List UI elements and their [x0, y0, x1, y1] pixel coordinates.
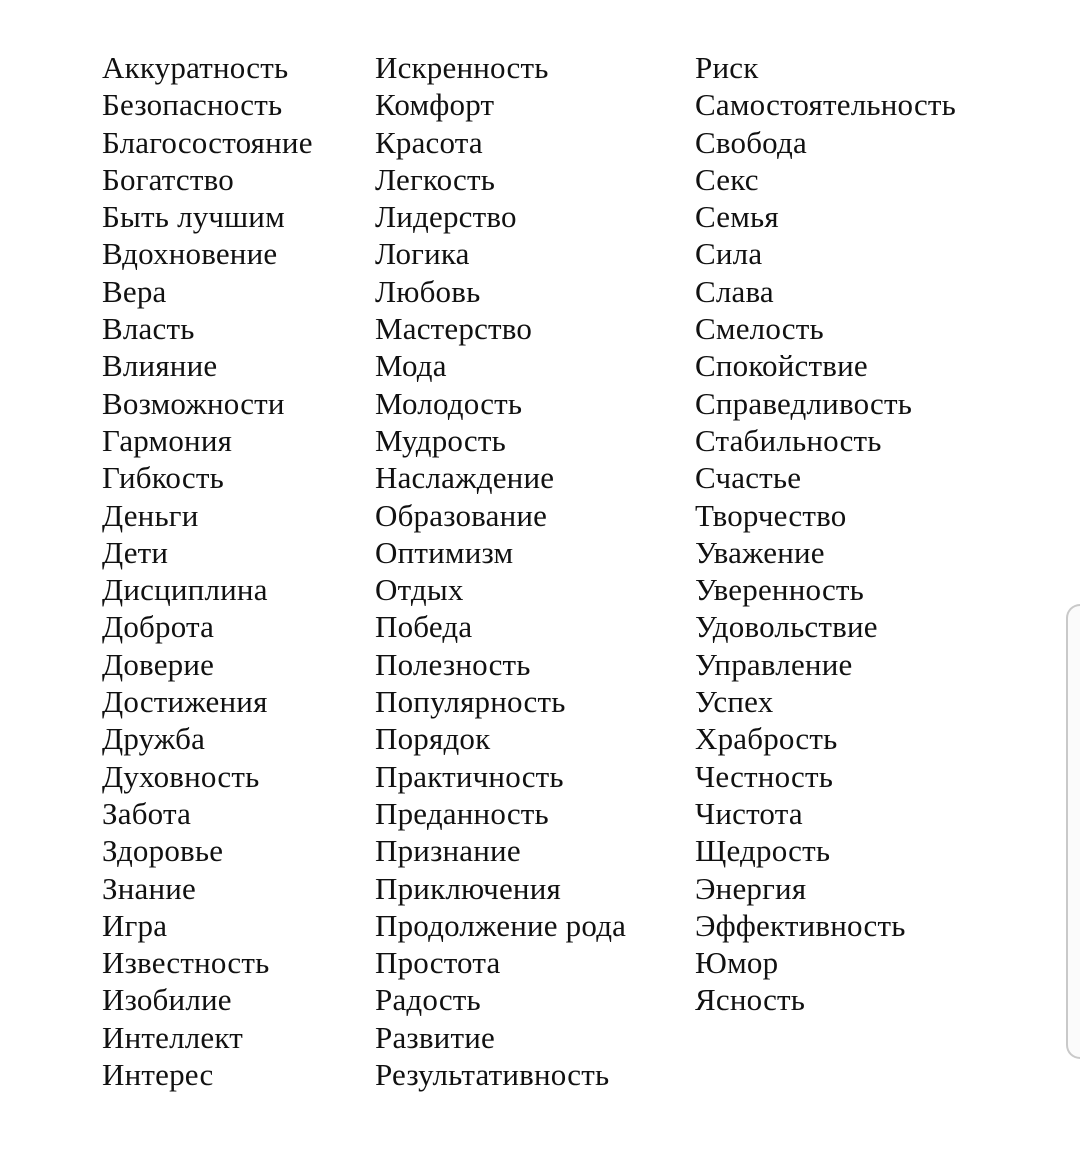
value-word: Популярность [375, 684, 566, 720]
value-word: Простота [375, 945, 501, 981]
value-word: Образование [375, 497, 548, 533]
value-word: Удовольствие [695, 609, 878, 645]
value-word: Комфорт [375, 87, 495, 123]
value-word: Развитие [375, 1019, 495, 1055]
value-word: Быть лучшим [102, 199, 285, 235]
value-word: Щедрость [695, 833, 831, 869]
value-word: Забота [102, 795, 192, 831]
value-word: Гармония [102, 422, 233, 458]
value-word: Достижения [102, 684, 268, 720]
value-word: Сила [695, 236, 763, 272]
value-word: Мудрость [375, 422, 506, 458]
value-word: Честность [695, 758, 834, 794]
value-word: Управление [695, 646, 853, 682]
value-word: Легкость [375, 161, 496, 197]
value-word: Продолжение рода [375, 907, 627, 943]
value-word: Духовность [102, 758, 260, 794]
value-word: Гибкость [102, 460, 224, 496]
value-word: Вера [102, 273, 167, 309]
value-word: Наслаждение [375, 460, 555, 496]
value-word: Смелость [695, 311, 824, 347]
value-word: Изобилие [102, 982, 232, 1018]
value-word: Приключения [375, 870, 561, 906]
value-word: Вдохновение [102, 236, 278, 272]
value-word: Искренность [375, 50, 549, 85]
value-word: Стабильность [695, 422, 882, 458]
value-word: Чистота [695, 795, 803, 831]
value-word: Дружба [102, 721, 206, 757]
value-word: Уверенность [695, 572, 865, 608]
value-word: Семья [695, 199, 779, 235]
value-word: Безопасность [102, 87, 283, 123]
value-word: Мода [375, 348, 447, 384]
value-word: Мастерство [375, 311, 533, 347]
value-word: Практичность [375, 758, 564, 794]
value-word: Игра [102, 907, 168, 943]
value-word: Счастье [695, 460, 802, 496]
value-word: Влияние [102, 348, 218, 384]
value-word: Слава [695, 273, 774, 309]
value-word: Справедливость [695, 385, 913, 421]
value-word: Доброта [102, 609, 215, 645]
value-word: Оптимизм [375, 534, 514, 570]
value-word: Свобода [695, 124, 807, 160]
value-word: Дисциплина [102, 572, 268, 608]
value-word: Творчество [695, 497, 847, 533]
value-word: Лидерство [375, 199, 517, 235]
value-word: Дети [102, 534, 169, 570]
value-word: Радость [375, 982, 481, 1018]
value-word: Красота [375, 124, 483, 160]
value-word: Эффективность [695, 907, 906, 943]
value-word: Результативность [375, 1057, 610, 1093]
value-word: Храбрость [695, 721, 838, 757]
value-word: Любовь [375, 273, 481, 309]
value-word: Энергия [695, 870, 807, 906]
values-column-1 [102, 49, 313, 1093]
value-word: Ясность [695, 982, 806, 1018]
value-word: Юмор [695, 945, 779, 981]
value-word: Известность [102, 945, 270, 981]
value-word: Богатство [102, 161, 234, 197]
value-word: Доверие [102, 646, 215, 682]
value-word: Возможности [102, 385, 285, 421]
value-word: Отдых [375, 572, 464, 608]
value-word: Спокойствие [695, 348, 868, 384]
values-column-2 [375, 49, 626, 1093]
value-word: Преданность [375, 795, 549, 831]
value-word: Благосостояние [102, 124, 313, 160]
value-word: Знание [102, 870, 197, 906]
value-word: Победа [375, 609, 473, 645]
value-word: Молодость [375, 385, 523, 421]
scroll-handle[interactable] [1066, 604, 1080, 1059]
value-word: Полезность [375, 646, 531, 682]
value-word: Интеллект [102, 1019, 243, 1055]
value-word: Риск [695, 50, 759, 85]
value-word: Уважение [695, 534, 825, 570]
value-word: Успех [695, 684, 774, 720]
value-word: Деньги [102, 497, 199, 533]
value-word: Самостоятельность [695, 87, 957, 123]
value-word: Порядок [375, 721, 491, 757]
value-word: Власть [102, 311, 195, 347]
value-word: Признание [375, 833, 521, 869]
value-word: Аккуратность [102, 50, 289, 85]
value-word: Логика [375, 236, 470, 272]
value-word: Интерес [102, 1057, 214, 1093]
values-column-3 [695, 49, 956, 1019]
value-word: Здоровье [102, 833, 224, 869]
value-word: Секс [695, 161, 759, 197]
